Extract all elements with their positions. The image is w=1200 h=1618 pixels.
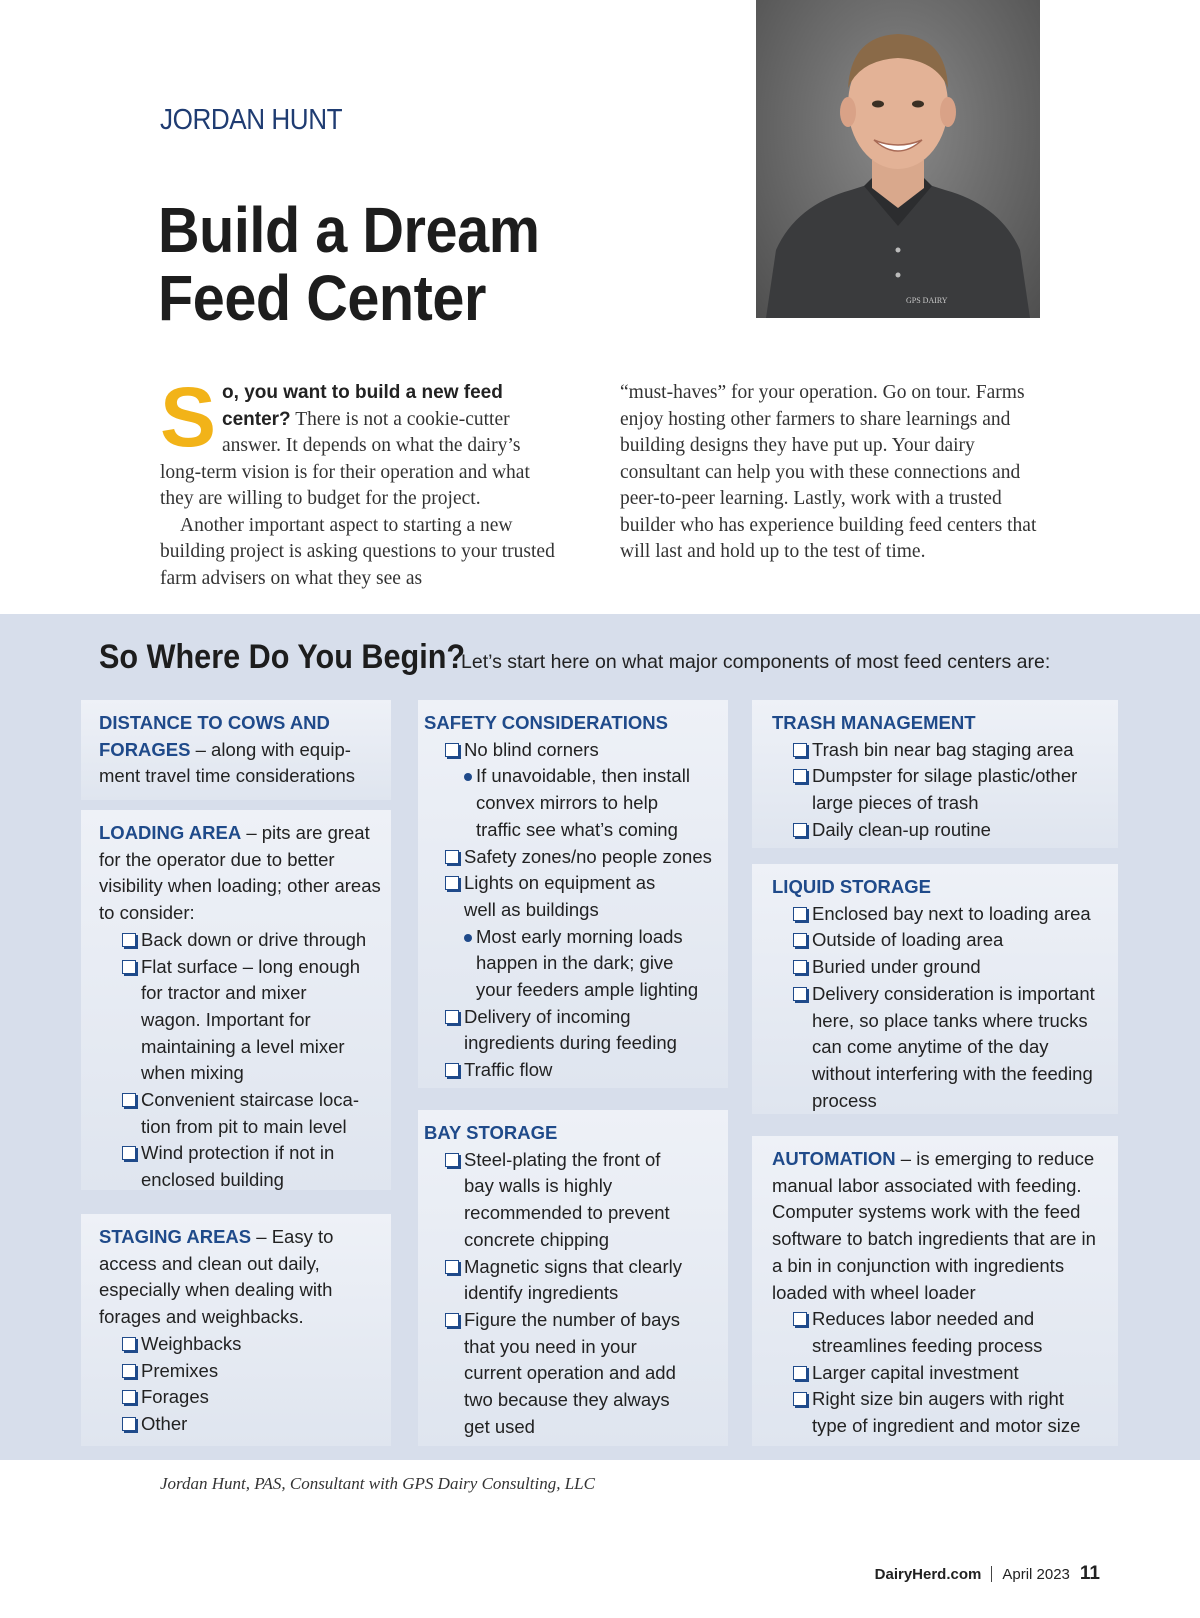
footer-site: DairyHerd.com — [874, 1566, 982, 1583]
distance-text: – along with equip-ment travel time considerations — [99, 738, 356, 787]
author-portrait — [756, 0, 1040, 318]
panel-subtitle: Let’s start here on what major components of most feed centers are: — [461, 651, 1051, 673]
trash-item: Dumpster for silage plastic/other large pieces of trash — [792, 763, 1092, 816]
loading-item: Convenient staircase loca-tion from pit to main level — [121, 1087, 371, 1140]
safety-sub-item: Most early morning loads happen in the dark; give your feeders ample lighting — [444, 924, 708, 1004]
trash-heading: TRASH MANAGEMENT — [772, 712, 976, 733]
intro-paragraph-2-start: Another important aspect to starting a new building project is asking questions to your trusted farm advisers on what they see as — [160, 514, 555, 589]
intro-column-left — [160, 370, 560, 592]
safety-item: Delivery of incoming ingredients during feeding — [444, 1004, 704, 1057]
box-bay-storage — [418, 1110, 728, 1446]
liquid-item: Enclosed bay next to loading area — [792, 901, 1102, 928]
drop-cap: S — [160, 370, 217, 464]
footer-date: April 2023 — [1002, 1566, 1070, 1583]
loading-item: Wind protection if not in enclosed building — [121, 1140, 371, 1193]
liquid-item: Outside of loading area — [792, 927, 1102, 954]
loading-item: Flat surface – long enough for tractor and mixer wagon. Important for maintaining a level mixer when mixing — [121, 954, 371, 1088]
panel-header — [99, 638, 1050, 677]
bay-item: Figure the number of bays that you need in your current operation and add two because they always get used — [444, 1307, 690, 1441]
page-number: 11 — [1079, 1563, 1100, 1584]
trash-item: Daily clean-up routine — [792, 817, 1092, 844]
box-safety — [418, 700, 728, 1088]
sidebar-panel — [0, 614, 1200, 1460]
safety-item: Lights on equipment as well as buildings — [444, 870, 674, 923]
safety-item: Safety zones/no people zones — [444, 844, 724, 871]
box-distance — [81, 700, 391, 800]
author-caption: Jordan Hunt, PAS, Consultant with GPS Dairy Consulting, LLC — [160, 1474, 595, 1493]
liquid-heading: LIQUID STORAGE — [772, 876, 931, 897]
liquid-item: Buried under ground — [792, 954, 1102, 981]
panel-title: So Where Do You Begin? — [99, 638, 466, 676]
safety-item: No blind corners — [444, 737, 724, 764]
bay-heading: BAY STORAGE — [424, 1122, 558, 1143]
box-automation — [752, 1136, 1118, 1446]
automation-heading: AUTOMATION — [772, 1148, 896, 1169]
loading-text: – pits are great for the operator due to better visibility when loading; other areas to consider: — [99, 822, 381, 924]
box-loading — [81, 810, 391, 1190]
loading-item: Back down or drive through — [121, 927, 371, 954]
title-line-2: Feed Center — [158, 262, 486, 334]
intro-lead: o, you want to build a new feed center? — [222, 382, 503, 430]
distance-heading: DISTANCE TO COWS AND FORAGES — [99, 712, 330, 760]
intro-paragraph-2-end: “must-haves” for your operation. Go on tour. Farms enjoy hosting other farmers to share learnings and building designs they have put up. Your dairy consultant can help you with these connections and peer-to-peer learning. Lastly, work with a trusted builder who has experience building feed centers that will last and hold up to the test of time. — [620, 382, 1037, 562]
article-title — [158, 196, 662, 332]
svg-text:GPS DAIRY: GPS DAIRY — [906, 296, 948, 305]
staging-heading: STAGING AREAS — [99, 1226, 252, 1247]
staging-text: – Easy to access and clean out daily, especially when dealing with forages and weighbacks. — [99, 1226, 334, 1328]
bay-item: Steel-plating the front of bay walls is highly recommended to prevent concrete chipping — [444, 1147, 690, 1254]
automation-item: Right size bin augers with right type of ingredient and motor size — [792, 1386, 1092, 1439]
automation-text: – is emerging to reduce manual labor associated with feeding. Computer systems work with the feed software to batch ingredients that are in a bin in conjunction with ingredients loaded with wheel loader — [772, 1148, 1096, 1303]
safety-heading: SAFETY CONSIDERATIONS — [424, 712, 668, 733]
safety-sub-item: If unavoidable, then install convex mirrors to help traffic see what’s coming — [444, 763, 696, 843]
safety-item: Traffic flow — [444, 1057, 724, 1084]
liquid-item: Delivery consideration is important here, so place tanks where trucks can come anytime of the day without interfering with the feeding process — [792, 981, 1112, 1115]
trash-item: Trash bin near bag staging area — [792, 737, 1092, 764]
box-staging — [81, 1214, 391, 1446]
box-trash — [752, 700, 1118, 848]
staging-item: Forages — [121, 1384, 391, 1411]
staging-item: Premixes — [121, 1358, 391, 1385]
bay-item: Magnetic signs that clearly identify ingredients — [444, 1254, 690, 1307]
box-liquid — [752, 864, 1118, 1114]
loading-heading: LOADING AREA — [99, 822, 242, 843]
automation-item: Reduces labor needed and streamlines feeding process — [792, 1306, 1072, 1359]
footer-divider — [991, 1566, 992, 1582]
intro-paragraph-1: There is not a cookie-cutter answer. It depends on what the dairy’s long-term vision is for their operation and what they are willing to budget for the project. — [160, 408, 530, 509]
intro-column-right — [620, 380, 1050, 566]
staging-item: Other — [121, 1411, 391, 1438]
author-name: JORDAN HUNT — [160, 104, 343, 136]
automation-item: Larger capital investment — [792, 1360, 1092, 1387]
staging-item: Weighbacks — [121, 1331, 391, 1358]
page-footer — [875, 1563, 1100, 1585]
title-line-1: Build a Dream — [158, 194, 540, 266]
